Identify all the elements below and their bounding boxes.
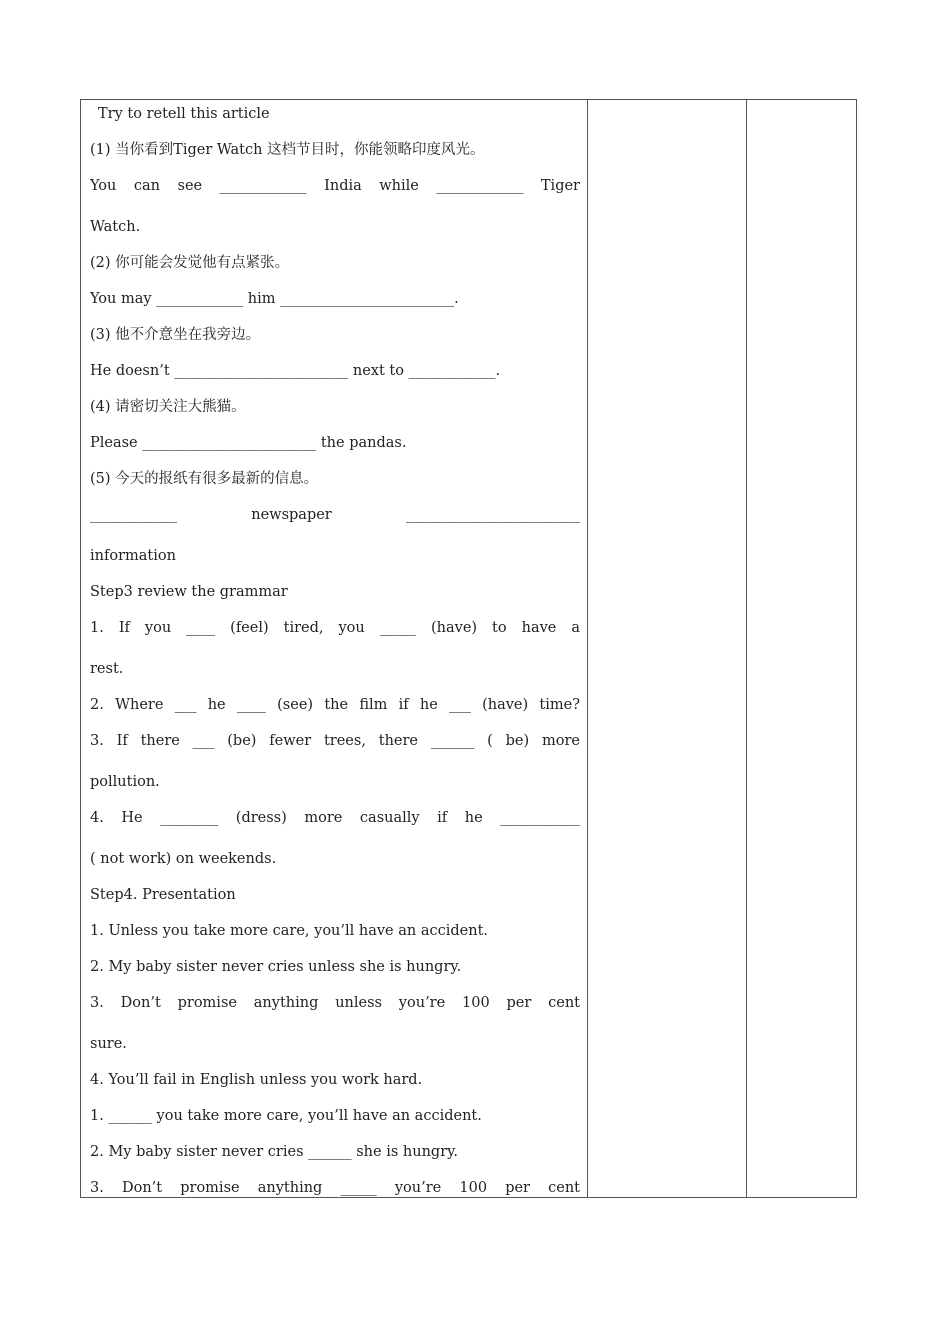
answer-line-1-cont: Watch. [90,219,141,235]
answer-line-2: You may ____________ him ________________________. [90,291,459,307]
example-sentence-1: 1. Unless you take more care, you’ll have an accident. [90,923,488,939]
prompt-4: (4) 请密切关注大熊猫。 [90,399,246,415]
grammar-item-1-cont: rest. [90,661,124,677]
task-heading: Try to retell this article [98,106,270,122]
column-divider [587,100,588,1197]
answer-line-3: He doesn’t ________________________ next to ____________. [90,363,501,379]
section-heading-step3: Step3 review the grammar [90,584,288,600]
fill-sentence-2: 2. My baby sister never cries ______ she is hungry. [90,1144,458,1160]
fill-sentence-1: 1. ______ you take more care, you’ll have an accident. [90,1108,482,1124]
grammar-item-4: 4. He ________ (dress) more casually if he ___________ [90,810,580,826]
grammar-item-1: 1. If you ____ (feel) tired, you _____ (have) to have a [90,620,580,636]
section-heading-step4: Step4. Presentation [90,887,236,903]
answer-line-5-cont: information [90,548,176,564]
example-sentence-3: 3. Don’t promise anything unless you’re 100 per cent [90,995,580,1011]
prompt-2: (2) 你可能会发觉他有点紧张。 [90,255,290,271]
answer-line-5: ____________ newspaper ________________________ [90,507,580,523]
answer-line-4: Please ________________________ the pandas. [90,435,407,451]
example-sentence-3-cont: sure. [90,1036,127,1052]
worksheet-table [80,99,857,1198]
prompt-3: (3) 他不介意坐在我旁边。 [90,327,261,343]
example-sentence-2: 2. My baby sister never cries unless she is hungry. [90,959,462,975]
prompt-1: (1) 当你看到Tiger Watch 这档节目时，你能领略印度风光。 [90,142,485,158]
grammar-item-3: 3. If there ___ (be) fewer trees, there ______ ( be) more [90,733,580,749]
example-sentence-4: 4. You’ll fail in English unless you work hard. [90,1072,423,1088]
fill-sentence-3: 3. Don’t promise anything _____ you’re 100 per cent [90,1180,580,1196]
main-column [90,104,580,1198]
grammar-item-2: 2. Where ___ he ____ (see) the film if he ___ (have) time? [90,697,580,713]
column-divider [746,100,747,1197]
grammar-item-4-cont: ( not work) on weekends. [90,851,277,867]
answer-line-1: You can see ____________ India while ____________ Tiger [90,178,580,194]
grammar-item-3-cont: pollution. [90,774,160,790]
prompt-5: (5) 今天的报纸有很多最新的信息。 [90,471,319,487]
